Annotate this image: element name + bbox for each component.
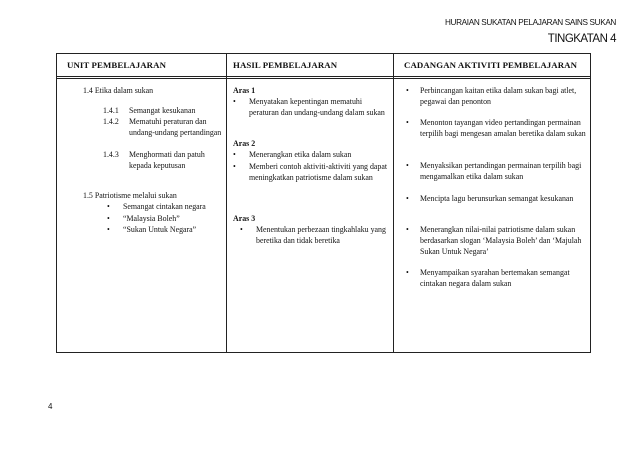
outcome-level-3: Aras 3 [233, 214, 256, 223]
unit-subtopic-text: Mematuhi peraturan dan undang-undang pertandingan [129, 117, 222, 137]
activity-item-text: Menyaksikan pertandingan permainan terpilih bagi mengamalkan etika dalam sukan [420, 161, 582, 181]
unit-bullet-text: Semangat cintakan negara [123, 202, 206, 211]
heading-rule [394, 78, 590, 79]
outcome-item-text: Menentukan perbezaan tingkahlaku yang beretika dan tidak beretika [256, 225, 386, 245]
heading-rule [57, 78, 226, 79]
bullet-icon: • [406, 268, 409, 277]
unit-column-heading: UNIT PEMBELAJARAN [57, 54, 226, 77]
outcome-item [233, 97, 389, 119]
activity-item-text: Menonton tayangan video pertandingan permainan terpilih bagi mengesan amalan beretika dalam sukan [420, 118, 586, 138]
activities-column [393, 54, 590, 352]
document-header-form: TINGKATAN 4 [547, 33, 616, 45]
unit-bullet-text: “Malaysia Boleh” [123, 214, 180, 223]
outcome-item-text: Menyatakan kepentingan mematuhi peraturan dan undang-undang dalam sukan [249, 97, 385, 117]
activity-item [406, 118, 596, 140]
unit-topic-2: 1.5 Patriotisme melalui sukan [83, 191, 177, 200]
bullet-icon: • [233, 97, 236, 106]
activities-column-heading: CADANGAN AKTIVITI PEMBELAJARAN [394, 54, 590, 77]
outcome-item [233, 162, 389, 184]
activity-item [406, 225, 596, 257]
unit-subtopic-3 [103, 150, 225, 172]
unit-bullet-item [107, 225, 225, 236]
unit-subtopic-number: 1.4.3 [103, 150, 119, 159]
bullet-icon: • [406, 86, 409, 95]
outcomes-column [226, 54, 393, 352]
unit-bullet-text: “Sukan Untuk Negara” [123, 225, 197, 234]
activity-item-text: Menerangkan nilai-nilai patriotisme dalam sukan berdasarkan slogan ‘Malaysia Boleh’ dan ‘Majulah Sukan Untuk Negara’ [420, 225, 582, 256]
outcome-item [240, 225, 386, 247]
outcome-level-2: Aras 2 [233, 139, 256, 148]
outcome-item-text: Menerangkan etika dalam sukan [249, 150, 352, 159]
unit-bullet-item [107, 214, 225, 225]
activity-item-text: Menyampaikan syarahan bertemakan semangat cintakan negara dalam sukan [420, 268, 570, 288]
page-number: 4 [48, 402, 53, 411]
outcomes-column-heading: HASIL PEMBELAJARAN [227, 54, 393, 77]
unit-subtopic-2 [103, 117, 225, 139]
bullet-icon: • [107, 225, 110, 234]
syllabus-table [56, 53, 591, 353]
unit-column [57, 54, 226, 352]
activity-item [406, 194, 596, 205]
unit-subtopic-text: Semangat kesukanan [129, 106, 196, 115]
outcome-item [233, 150, 389, 161]
activity-item [406, 86, 596, 108]
bullet-icon: • [107, 214, 110, 223]
unit-subtopic-number: 1.4.2 [103, 117, 119, 126]
outcome-level-1: Aras 1 [233, 86, 256, 95]
unit-subtopic-1 [103, 106, 225, 117]
unit-bullet-item [107, 202, 225, 213]
bullet-icon: • [240, 225, 243, 234]
bullet-icon: • [107, 202, 110, 211]
unit-subtopic-number: 1.4.1 [103, 106, 119, 115]
bullet-icon: • [233, 150, 236, 159]
activity-item-text: Perbincangan kaitan etika dalam sukan bagi atlet, pegawai dan penonton [420, 86, 577, 106]
bullet-icon: • [233, 162, 236, 171]
bullet-icon: • [406, 161, 409, 170]
bullet-icon: • [406, 225, 409, 234]
bullet-icon: • [406, 118, 409, 127]
activity-item [406, 161, 596, 183]
document-header-title: HURAIAN SUKATAN PELAJARAN SAINS SUKAN [444, 18, 616, 27]
unit-topic-1: 1.4 Etika dalam sukan [83, 86, 154, 95]
activity-item-text: Mencipta lagu berunsurkan semangat kesukanan [420, 194, 574, 203]
activity-item [406, 268, 596, 290]
outcome-item-text: Memberi contoh aktiviti-aktiviti yang dapat meningkatkan patriotisme dalam sukan [249, 162, 388, 182]
heading-rule [227, 78, 393, 79]
unit-subtopic-text: Menghormati dan patuh kepada keputusan [129, 150, 205, 170]
bullet-icon: • [406, 194, 409, 203]
